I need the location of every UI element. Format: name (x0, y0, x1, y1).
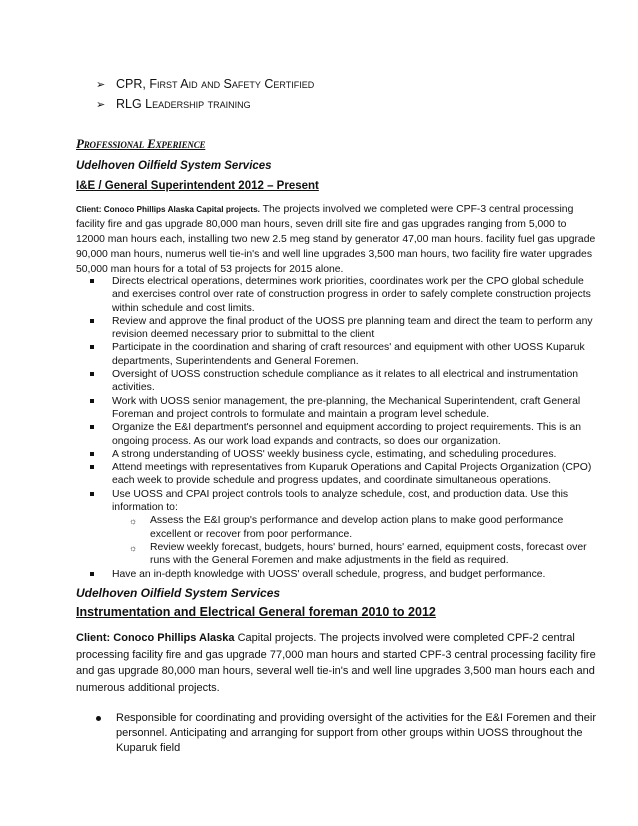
list-item (86, 448, 596, 461)
square-bullet-icon (90, 399, 94, 403)
bullet-text: Directs electrical operations, determines work priorities, coordinates work per the CPO global schedule and exercises control over rate of construction progress in order to safely complete construction projects within schedule and cost limits. (112, 276, 591, 314)
list-item (96, 711, 596, 756)
bullet-text: A strong understanding of UOSS' weekly business cycle, estimating, and scheduling procedures. (112, 448, 557, 460)
section-heading: Professional Experience (76, 136, 206, 151)
job2-description-text: Capital projects. The projects involved were completed CPF-2 central processing facility fire and gas upgrade 77,000 man hours and started CPF-3 central processing facility fire and gas upgrade 80,000 man hours, several well tie-in's and well line upgrades 3,500 man hours each and numerous additional projects. (76, 632, 596, 694)
job1-description-text: The projects involved we completed were CPF-3 central processing facility fire and gas upgrade 80,000 man hours, seven drill site fire and gas upgrades ranging from 5,000 to 12000 man hours each, installing two new 2.5 meg stand by generator 47,00 man hours. facility fuel gas upgrade 90,000 man hours, numerus well tie-in's and well line upgrades 3,500 man hours, two facility fire water upgrades 50,000 man hours for a total of 53 projects for 2015 alone. (76, 204, 596, 275)
square-bullet-icon (90, 572, 94, 576)
list-item (86, 368, 596, 395)
certification-text-rest: irst Aid and Safety Certified (156, 77, 315, 91)
list-item (86, 341, 596, 368)
job1-company: Udelhoven Oilfield System Services (76, 160, 272, 172)
bullet-text: Use UOSS and CPAI project controls tools to analyze schedule, cost, and production data. Use this information to: (112, 488, 569, 514)
list-item (86, 275, 596, 315)
job1-description (76, 202, 596, 277)
bullet-text: Have an in-depth knowledge with UOSS' overall schedule, progress, and budget performance. (112, 568, 546, 580)
arrow-bullet-icon: ➢ (96, 79, 106, 91)
square-bullet-icon (90, 492, 94, 496)
arrow-bullet-icon: ➢ (96, 99, 106, 111)
square-bullet-icon (90, 319, 94, 323)
bullet-text: Participate in the coordination and sharing of craft resources' and equipment with other UOSS Kuparuk departments, Superintendents and General Foremen. (112, 342, 585, 367)
list-item (86, 461, 596, 488)
bullet-text: Work with UOSS senior management, the pre-planning, the Mechanical Superintendent, craft General Foreman and project controls to formulate and maintain a program level schedule. (112, 395, 581, 420)
bullet-text: Responsible for coordinating and providing oversight of the activities for the E&I Foremen and their personnel. Anticipating and arranging for support from other groups within UOSS throughout the Kuparuk field (116, 712, 596, 754)
circle-bullet-icon: ☼ (129, 516, 138, 527)
list-item (86, 421, 596, 448)
list-item (86, 568, 596, 581)
square-bullet-icon (90, 279, 94, 283)
square-bullet-icon (90, 465, 94, 469)
square-bullet-icon (90, 452, 94, 456)
sub-bullet-list (112, 514, 596, 567)
certification-list (96, 74, 314, 114)
bullet-text: Organize the E&I department's personnel and equipment according to project requirements. This is an ongoing process. As our work load expands and contracts, so does our organization. (112, 422, 582, 447)
certification-text: CPR, F (116, 77, 157, 91)
square-bullet-icon (90, 372, 94, 376)
square-bullet-icon (90, 425, 94, 429)
list-item (86, 488, 596, 568)
bullet-text: Oversight of UOSS construction schedule compliance as it relates to all electrical and instrumentation activities. (112, 369, 579, 394)
sub-bullet-text: Assess the E&I group's performance and develop action plans to make good performance excellent or recover from poor performance. (150, 515, 564, 540)
job1-role: I&E / General Superintendent 2012 – Present (76, 180, 319, 192)
job2-client-label: Client: Conoco Phillips Alaska (76, 632, 235, 644)
job2-role: Instrumentation and Electrical General foreman 2010 to 2012 (76, 605, 436, 619)
sub-list-item (112, 514, 596, 541)
square-bullet-icon (90, 345, 94, 349)
job2-bullet-list (96, 711, 596, 756)
list-item (86, 395, 596, 422)
sub-list-item (112, 541, 596, 568)
dot-bullet-icon (96, 716, 101, 721)
certification-text-rest: eadership training (152, 97, 251, 111)
job2-description (76, 630, 596, 696)
job2-company: Udelhoven Oilfield System Services (76, 586, 281, 600)
list-item (86, 315, 596, 342)
sub-bullet-text: Review weekly forecast, budgets, hours' burned, hours' earned, equipment costs, forecast over runs with the General Foremen and make adjustments in the field as required. (150, 541, 587, 567)
bullet-text: Attend meetings with representatives from Kuparuk Operations and Capital Projects Organization (CPO) each week to provide schedule and progress updates, and coordinate simultaneous operations. (112, 462, 592, 487)
certification-item (96, 74, 314, 94)
certification-item (96, 94, 314, 114)
certification-text: RLG L (116, 97, 153, 111)
circle-bullet-icon: ☼ (129, 542, 138, 553)
bullet-text: Review and approve the final product of the UOSS pre planning team and direct the team to perform any revision deemed necessary prior to submittal to the client (112, 315, 593, 341)
job1-bullet-list (86, 275, 596, 581)
job1-client-label: Client: Conoco Phillips Alaska Capital projects. (76, 205, 260, 214)
